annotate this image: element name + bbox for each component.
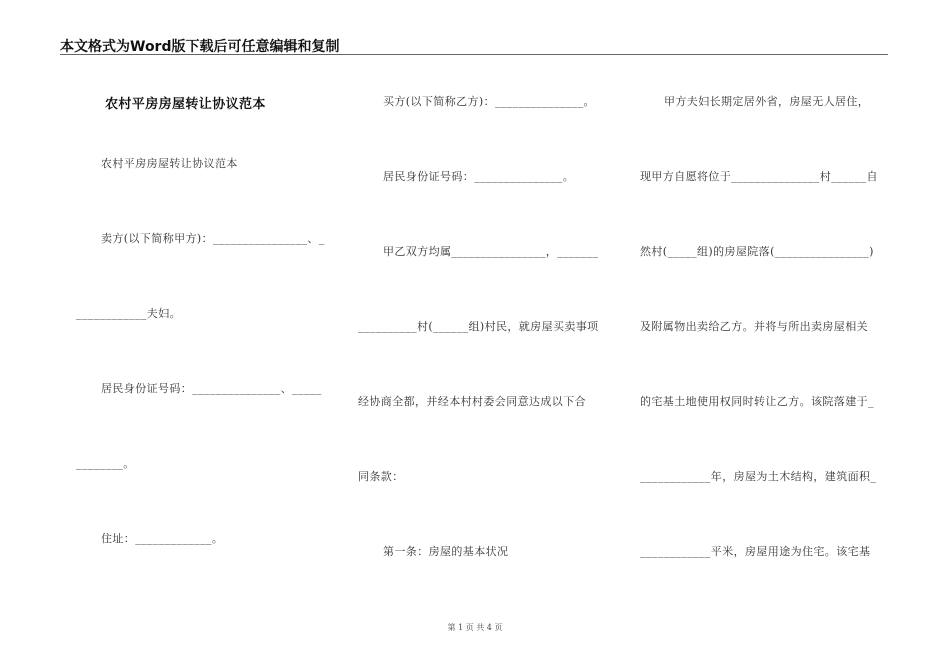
text-line: 买方(以下简称乙方)：_______________。	[383, 95, 595, 108]
text-line: 及附属物出卖给乙方。并将与所出卖房屋相关	[640, 320, 868, 333]
text-line: 的宅基土地使用权同时转让乙方。该院落建于_	[640, 395, 874, 408]
text-line: 居民身份证号码：_______________、_____	[101, 382, 322, 395]
text-line: 经协商全都，并经本村村委会同意达成以下合	[358, 395, 586, 408]
text-line: ____________平米，房屋用途为住宅。该宅基	[640, 545, 871, 558]
text-line: 同条款：	[358, 470, 404, 483]
text-line: 现甲方自愿将位于_______________村______自	[640, 170, 878, 183]
text-line: ____________年，房屋为土木结构，建筑面积_	[640, 470, 877, 483]
text-line: ____________夫妇。	[76, 307, 181, 320]
document-title: 农村平房房屋转让协议范本	[105, 97, 266, 112]
text-line: 甲方夫妇长期定居外省，房屋无人居住，	[664, 95, 870, 108]
text-line: 居民身份证号码：_______________。	[383, 170, 575, 183]
text-line: 农村平房房屋转让协议范本	[101, 157, 238, 170]
text-line: ________。	[76, 457, 135, 470]
header-divider	[60, 54, 888, 55]
text-line: 然村(_____组)的房屋院落(________________)	[640, 245, 874, 258]
text-line: 卖方(以下简称甲方)：________________、_	[101, 232, 325, 245]
section-heading: 第一条：房屋的基本状况	[383, 545, 509, 558]
page-number: 第 1 页 共 4 页	[447, 623, 503, 632]
document-header: 本文格式为Word版下载后可任意编辑和复制	[60, 39, 340, 55]
text-line: __________村(______组)村民，就房屋买卖事项	[358, 320, 599, 333]
text-line: 住址：_____________。	[101, 532, 224, 545]
text-line: 甲乙双方均属________________，_______	[383, 245, 599, 258]
